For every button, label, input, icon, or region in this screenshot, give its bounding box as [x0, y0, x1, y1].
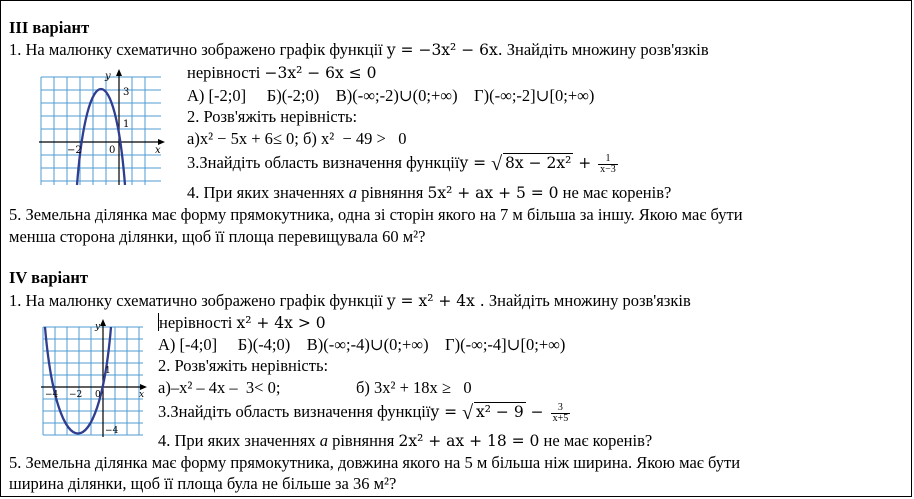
v4-task5-line2: ширина ділянки, щоб її площа була не більше за 36 м²? — [9, 474, 397, 493]
v4-parabola-graph — [39, 319, 149, 439]
v3-parabola-graph — [37, 67, 172, 187]
v4-task1-prefix: 1. На малюнку схематично зображено графік функції — [9, 291, 383, 310]
v4-graph-label-minus4: −4 — [45, 390, 59, 400]
v4-task3-radicand: x² − 9 — [476, 403, 524, 421]
v3-task1-inequality — [187, 62, 376, 84]
v4-graph-y-label: y — [95, 322, 101, 332]
v4-task3-line — [158, 401, 572, 424]
v4-task4-prefix: 4. При яких значеннях — [158, 431, 316, 450]
v4-task4-param: a — [319, 431, 328, 450]
v3-ineq: −3x² − 6x ≤ 0 — [264, 64, 377, 82]
v3-graph-x-label: x — [155, 145, 161, 156]
v4-options: А) [-4;0] Б)(-4;0) В)(-∞;-4)∪(0;+∞) Г)(-∞;-4]∪[0;+∞) — [158, 335, 566, 354]
v4-task4-equation: 2x² + ax + 18 = 0 — [398, 432, 540, 450]
v4-task4-line — [158, 430, 652, 452]
v4-task4-suffix: не має коренів? — [543, 431, 653, 450]
sqrt-icon: √ — [491, 153, 503, 175]
v4-graph-x-label: x — [139, 390, 145, 400]
v4-task3-y: y = — [430, 403, 463, 421]
v4-graph-label-minus4-y: −4 — [105, 426, 119, 436]
v4-graph-label-0: 0 — [95, 390, 101, 400]
variant-3-title: ІІІ варіант — [9, 18, 90, 37]
v3-task4-equation: 5x² + ax + 5 = 0 — [427, 184, 559, 202]
v3-task3-plus: + — [573, 154, 597, 172]
v3-task3-radicand: 8x − 2x² — [505, 154, 572, 172]
v3-task4-mid: рівняння — [361, 183, 424, 202]
v3-task2-inequalities: а)x² − 5x + 6≤ 0; б) x² − 49 > 0 — [187, 129, 407, 148]
v3-frac-num: 1 — [598, 154, 618, 165]
v3-frac-den: x−3 — [600, 163, 616, 175]
v4-task1-suffix: Знайдіть множину розв'язків — [488, 291, 691, 310]
v4-task2: 2. Розв'яжіть нерівність: — [158, 356, 329, 375]
v3-graph-label-3: 3 — [123, 87, 130, 98]
variant-4-title: ІV варіант — [9, 268, 88, 287]
v4-ineq: x² + 4x > 0 — [236, 314, 326, 332]
v4-task3-fraction — [551, 403, 571, 424]
v3-task3-prefix: 3.Знайдіть область визначення функції — [187, 153, 460, 172]
v4-graph-label-minus2: −2 — [69, 390, 83, 400]
v3-graph-label-minus2: −2 — [67, 145, 82, 156]
v3-options: А) [-2;0] Б)(-2;0) В)(-∞;-2)∪(0;+∞) Г)(-∞;-2]∪[0;+∞) — [187, 86, 595, 105]
v4-task5-line1: 5. Земельна ділянка має форму прямокутника, довжина якого на 5 м більша ніж ширина. Якою має бути — [9, 453, 741, 472]
v3-graph-y-label: y — [105, 71, 111, 82]
v3-task4-param: a — [348, 183, 357, 202]
v4-task2-b: б) 3x² + 18x ≥ 0 — [356, 378, 472, 397]
v3-task2: 2. Розв'яжіть нерівність: — [187, 107, 358, 126]
v4-graph-label-1: 1 — [105, 366, 111, 376]
v3-task1-prefix: 1. На малюнку схематично зображено графік функції — [9, 40, 383, 59]
v3-graph-label-1: 1 — [123, 119, 130, 130]
v4-task1-line — [9, 290, 691, 312]
v3-task5-line2: менша сторона ділянки, щоб її площа перевищувала 60 м²? — [9, 227, 426, 246]
v3-task1-suffix: Знайдіть множину розв'язків — [506, 40, 709, 59]
v4-task3-minus: − — [525, 403, 549, 421]
sqrt-icon: √ — [462, 402, 474, 424]
v3-task4-suffix: не має коренів? — [562, 183, 672, 202]
v3-ineq-label: нерівності — [187, 63, 261, 82]
v3-task1-function: y = −3x² − 6x. — [386, 41, 503, 59]
v4-task4-mid: рівняння — [332, 431, 395, 450]
v3-task3-line — [187, 152, 620, 175]
v4-frac-den: x+5 — [552, 412, 569, 424]
v4-task1-inequality — [158, 312, 326, 334]
v4-ineq-label: нерівності — [159, 313, 233, 332]
v4-task1-function: y = x² + 4x . — [386, 292, 485, 310]
v3-task4-line — [187, 182, 671, 204]
v4-task3-prefix: 3.Знайдіть область визначення функції — [158, 402, 431, 421]
v3-task3-fraction — [598, 154, 618, 175]
v3-task1-line — [9, 39, 709, 61]
v3-task5-line1: 5. Земельна ділянка має форму прямокутника, одна зі сторін якого на 7 м більша за іншу. Якою має бути — [9, 205, 743, 224]
v3-task3-y: y = — [459, 154, 492, 172]
v4-frac-num: 3 — [551, 403, 571, 414]
v3-graph-label-0: 0 — [109, 145, 116, 156]
v4-task2-a: а)–x² – 4x – 3< 0; — [158, 378, 281, 397]
v3-task4-prefix: 4. При яких значеннях — [187, 183, 345, 202]
